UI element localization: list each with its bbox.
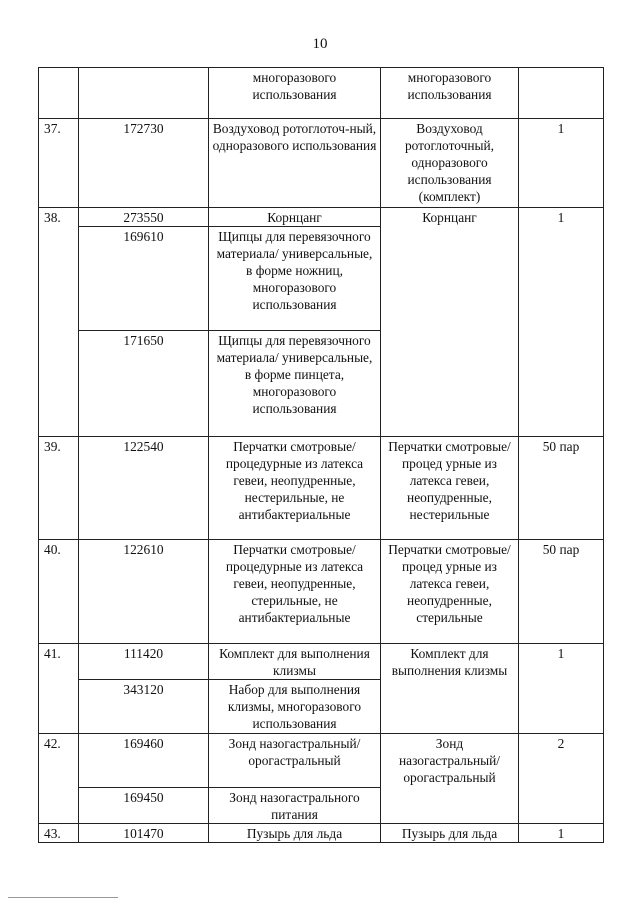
quantity-cell: 50 пар xyxy=(519,540,604,644)
row-number-cell: 39. xyxy=(39,437,79,540)
table-row xyxy=(39,119,604,208)
page-number: 10 xyxy=(312,36,328,52)
row-number-cell: 42. xyxy=(39,734,79,824)
name-cell: многоразового использования xyxy=(381,68,519,119)
name-cell: Зонд назогастральный/ орогастральный xyxy=(381,734,519,824)
code-cell: 171650 xyxy=(79,331,209,437)
type-cell: Перчатки смотровые/процедурные из латекса гевеи, неопудренные, нестерильные, не антибактериальные xyxy=(209,437,381,540)
equipment-table xyxy=(38,67,604,843)
type-cell: Корнцанг xyxy=(209,208,381,227)
code-cell: 172730 xyxy=(79,119,209,208)
code-cell xyxy=(79,68,209,119)
code-cell: 169460 xyxy=(79,734,209,788)
row-number-cell: 41. xyxy=(39,644,79,734)
quantity-cell: 50 пар xyxy=(519,437,604,540)
type-cell: Набор для выполнения клизмы, многоразового использования xyxy=(209,680,381,734)
type-cell: Щипцы для перевязочного материала/ универсальные, в форме ножниц, многоразового использования xyxy=(209,227,381,331)
type-cell: Перчатки смотровые/процедурные из латекса гевеи, неопудренные, стерильные, не антибактериальные xyxy=(209,540,381,644)
name-cell: Корнцанг xyxy=(381,208,519,437)
name-cell: Пузырь для льда xyxy=(381,824,519,843)
code-cell: 169610 xyxy=(79,227,209,331)
code-cell: 273550 xyxy=(79,208,209,227)
table-row xyxy=(39,68,604,119)
table-row xyxy=(39,644,604,680)
table-row xyxy=(39,824,604,843)
footer-rule xyxy=(8,897,118,898)
table-row xyxy=(39,208,604,227)
quantity-cell: 1 xyxy=(519,644,604,734)
name-cell: Комплект для выполнения клизмы xyxy=(381,644,519,734)
row-number-cell: 38. xyxy=(39,208,79,437)
quantity-cell: 1 xyxy=(519,119,604,208)
quantity-cell xyxy=(519,68,604,119)
type-cell: Пузырь для льда xyxy=(209,824,381,843)
name-cell: Воздуховод ротоглоточный, одноразового использования (комплект) xyxy=(381,119,519,208)
name-cell: Перчатки смотровые/процед урные из латекса гевеи, неопудренные, нестерильные xyxy=(381,437,519,540)
table-row xyxy=(39,437,604,540)
type-cell: Щипцы для перевязочного материала/ универсальные, в форме пинцета, многоразового использования xyxy=(209,331,381,437)
code-cell: 343120 xyxy=(79,680,209,734)
code-cell: 111420 xyxy=(79,644,209,680)
type-cell: Воздуховод ротоглоточ-ный, одноразового использования xyxy=(209,119,381,208)
type-cell: Зонд назогастрального питания xyxy=(209,788,381,824)
row-number-cell: 43. xyxy=(39,824,79,843)
type-cell: Зонд назогастральный/ орогастральный xyxy=(209,734,381,788)
name-cell: Перчатки смотровые/процед урные из латекса гевеи, неопудренные, стерильные xyxy=(381,540,519,644)
row-number-cell: 37. xyxy=(39,119,79,208)
row-number-cell: 40. xyxy=(39,540,79,644)
type-cell: многоразового использования xyxy=(209,68,381,119)
quantity-cell: 1 xyxy=(519,208,604,437)
table-row xyxy=(39,540,604,644)
type-cell: Комплект для выполнения клизмы xyxy=(209,644,381,680)
code-cell: 122540 xyxy=(79,437,209,540)
table-row xyxy=(39,734,604,788)
code-cell: 122610 xyxy=(79,540,209,644)
quantity-cell: 2 xyxy=(519,734,604,824)
row-number-cell xyxy=(39,68,79,119)
code-cell: 101470 xyxy=(79,824,209,843)
quantity-cell: 1 xyxy=(519,824,604,843)
code-cell: 169450 xyxy=(79,788,209,824)
